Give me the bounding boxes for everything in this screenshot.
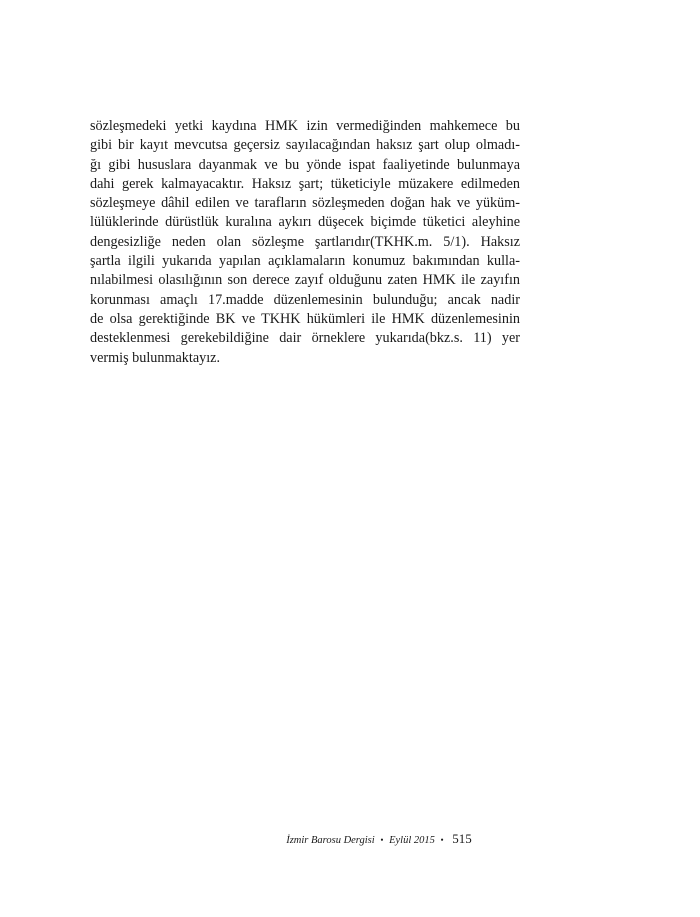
journal-title: İzmir Barosu Dergisi (286, 835, 375, 846)
paragraph-line: nılabilmesi olasılığının son derece zayıf olduğunu zaten HMK ile zayıfın (90, 272, 520, 289)
paragraph-line: sözleşmedeki yetki kaydına HMK izin vermediğinden mahkemece bu (90, 118, 520, 134)
page-number: 515 (452, 831, 472, 846)
paragraph-line: gibi bir kayıt mevcutsa geçersiz sayılacağından haksız şart olup olmadı- (90, 137, 520, 154)
footer-separator: • (440, 835, 444, 845)
page-footer (0, 832, 700, 848)
footer-content (286, 832, 472, 848)
footer-separator: • (380, 835, 384, 845)
body-paragraph (90, 117, 520, 368)
paragraph-line: sözleşmeye dâhil edilen ve tarafların sözleşmeden doğan hak ve yüküm- (90, 195, 520, 212)
paragraph-line: dahi gerek kalmayacaktır. Haksız şart; tüketiciyle müzakere edilmeden (90, 175, 520, 192)
paragraph-line: vermiş bulunmaktayız. (90, 349, 221, 366)
paragraph-line: desteklenmesi gerekebildiğine dair örneklere yukarıda(bkz.s. 11) yer (90, 330, 520, 347)
issue-date: Eylül 2015 (389, 835, 435, 846)
paragraph-line: ğı gibi hususlara dayanmak ve bu yönde ispat faaliyetinde bulunmaya (90, 156, 520, 173)
paragraph-line: şartla ilgili yukarıda yapılan açıklamaların konumuz bakımından kulla- (90, 253, 520, 270)
paragraph-line: dengesizliğe neden olan sözleşme şartlarıdır(TKHK.m. 5/1). Haksız (90, 233, 520, 250)
paragraph-line: de olsa gerektiğinde BK ve TKHK hükümleri ile HMK düzenlemesinin (90, 310, 520, 327)
paragraph-line: korunması amaçlı 17.madde düzenlemesinin bulunduğu; ancak nadir (90, 291, 520, 308)
paragraph-line: lülüklerinde dürüstlük kuralına aykırı düşecek biçimde tüketici aleyhine (90, 214, 520, 231)
